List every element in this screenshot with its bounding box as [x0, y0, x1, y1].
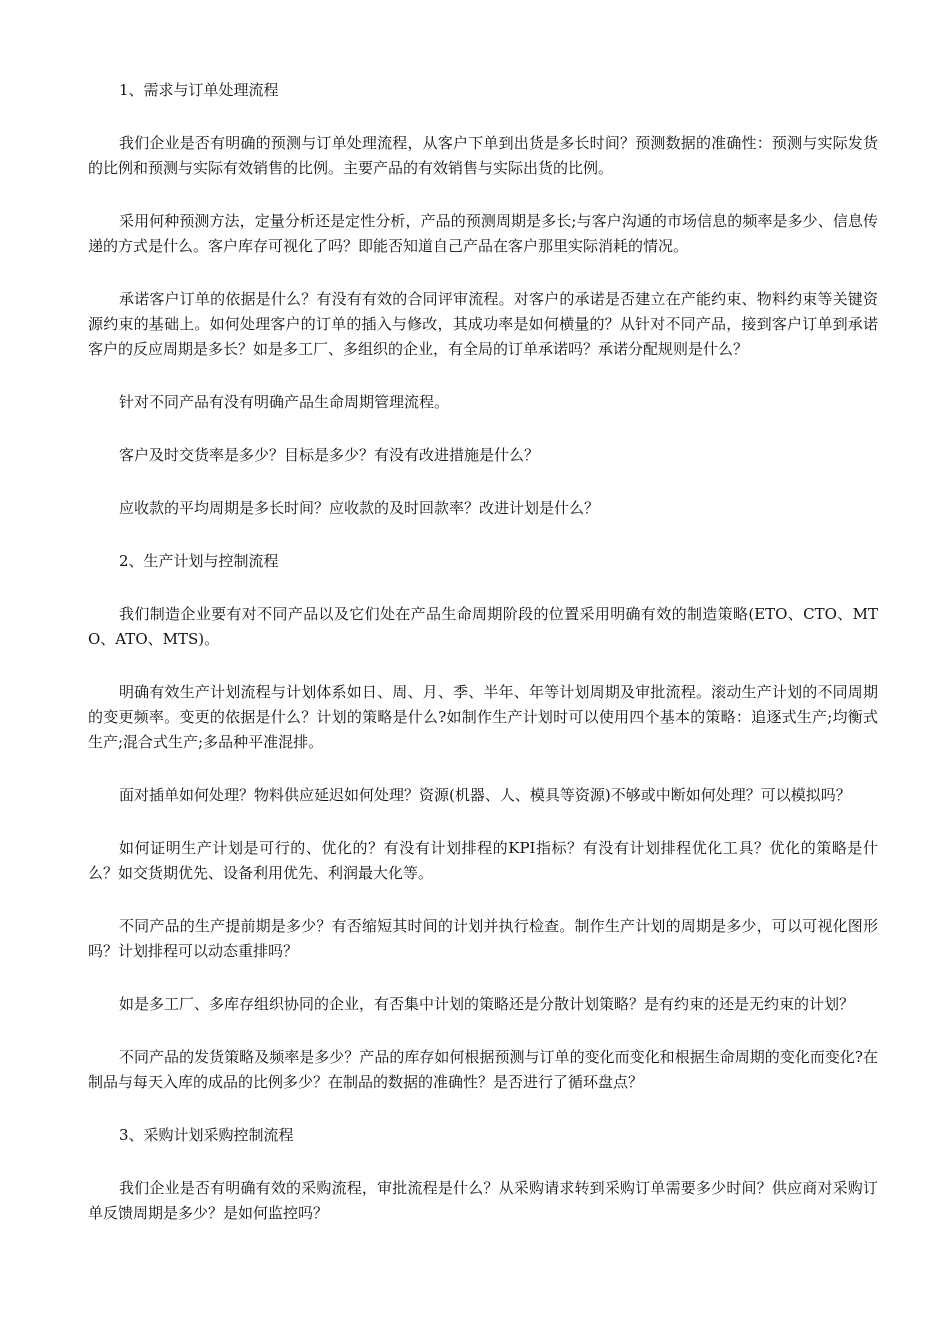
paragraph: 承诺客户订单的依据是什么？有没有有效的合同评审流程。对客户的承诺是否建立在产能约束、物料约束等关键资源约束的基础上。如何处理客户的订单的插入与修改，其成功率是如何横量的？从针对不同产品，接到客户订单到承诺客户的反应周期是多长？如是多工厂、多组织的企业，有全局的订单承诺吗？承诺分配规则是什么？: [88, 290, 878, 358]
paragraph: 我们企业是否有明确的预测与订单处理流程，从客户下单到出货是多长时间？预测数据的准确性：预测与实际发货的比例和预测与实际有效销售的比例。主要产品的有效销售与实际出货的比例。: [88, 134, 878, 177]
paragraph: 面对插单如何处理？物料供应延迟如何处理？资源(机器、人、模具等资源)不够或中断如何处理？可以模拟吗？: [119, 786, 851, 804]
section-heading-3: 3、采购计划采购控制流程: [119, 1126, 294, 1144]
paragraph: 客户及时交货率是多少？目标是多少？有没有改进措施是什么？: [119, 446, 540, 464]
paragraph: 明确有效生产计划流程与计划体系如日、周、月、季、半年、年等计划周期及审批流程。滚动生产计划的不同周期的变更频率。变更的依据是什么？计划的策略是什么?如制作生产计划时可以使用四个基本的策略：追逐式生产;均衡式生产;混合式生产;多品种平准混排。: [88, 683, 878, 751]
paragraph: 应收款的平均周期是多长时间？应收款的及时回款率？改进计划是什么？: [119, 499, 600, 517]
paragraph: 如何证明生产计划是可行的、优化的？有没有计划排程的KPI指标？有没有计划排程优化工具？优化的策略是什么？如交货期优先、设备利用优先、利润最大化等。: [88, 839, 878, 882]
document-body: [88, 78, 878, 1226]
section-heading-2: 2、生产计划与控制流程: [119, 552, 279, 570]
paragraph: 我们制造企业要有对不同产品以及它们处在产品生命周期阶段的位置采用明确有效的制造策略(ETO、CTO、MTO、ATO、MTS)。: [88, 605, 878, 648]
section-heading-1: 1、需求与订单处理流程: [119, 81, 279, 99]
paragraph: 不同产品的生产提前期是多少？有否缩短其时间的计划并执行检查。制作生产计划的周期是多少，可以可视化图形吗？计划排程可以动态重排吗？: [88, 917, 878, 960]
paragraph: 针对不同产品有没有明确产品生命周期管理流程。: [119, 393, 450, 411]
paragraph: 采用何种预测方法，定量分析还是定性分析，产品的预测周期是多长;与客户沟通的市场信息的频率是多少、信息传递的方式是什么。客户库存可视化了吗？即能否知道自己产品在客户那里实际消耗的情况。: [88, 212, 878, 255]
paragraph: 不同产品的发货策略及频率是多少？产品的库存如何根据预测与订单的变化而变化和根据生命周期的变化而变化?在制品与每天入库的成品的比例多少？在制品的数据的准确性？是否进行了循环盘点？: [88, 1048, 878, 1091]
paragraph: 如是多工厂、多库存组织协同的企业，有否集中计划的策略还是分散计划策略？是有约束的还是无约束的计划？: [119, 995, 855, 1013]
paragraph: 我们企业是否有明确有效的采购流程，审批流程是什么？从采购请求转到采购订单需要多少时间？供应商对采购订单反馈周期是多少？是如何监控吗？: [88, 1179, 878, 1222]
